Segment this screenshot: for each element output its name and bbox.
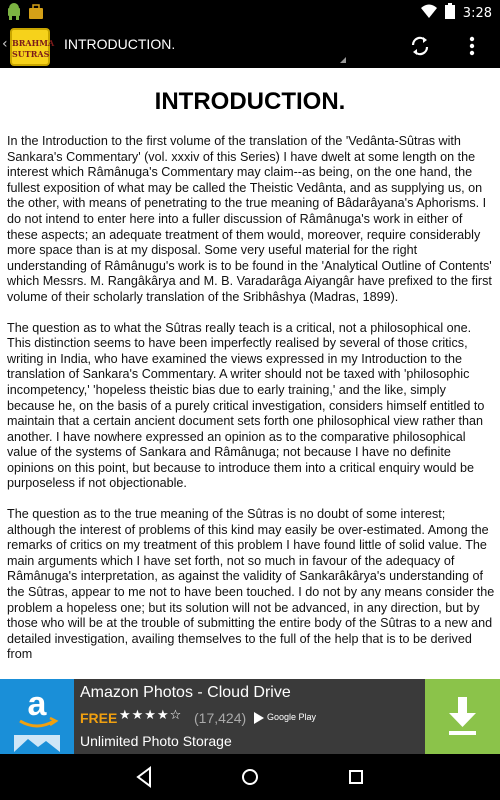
refresh-icon[interactable] — [408, 34, 432, 58]
ad-banner[interactable] — [0, 679, 500, 754]
back-icon[interactable] — [131, 764, 157, 790]
article-body — [7, 134, 495, 678]
briefcase-icon — [28, 3, 44, 25]
wifi-icon — [421, 4, 437, 22]
download-button[interactable] — [425, 679, 500, 754]
app-toolbar — [0, 24, 500, 68]
clock: 3:28 — [462, 5, 492, 21]
ad-rating-count: (17,424) — [194, 710, 247, 726]
svg-text:a: a — [27, 685, 47, 723]
system-nav-bar — [0, 754, 500, 800]
page-title: INTRODUCTION. — [154, 88, 346, 115]
paragraph: The question as to what the Sûtras really teach is a critical, not a philosophical one. This distinction seems to have been imperfectly realised by several of those critics, writing in India, who have examined the views expressed in my Introduction to the translation of Sankara's Commentary. A writer should not be taxed with 'philosophic incompetency,' 'hopeless theistic bias due to early training,' and the like, simply because he, on the basis of a purely critical investigation, considers himself entitled to maintain that a certain ancient document sets forth one philosophical view rather than another. I have nowhere expressed an opinion as to the comparative philosophical value of the systems of Sankara and Râmânuga; not because I have no definite opinions on this point, but because to introduce them into a critical enquiry would be purposeless if not objectionable. — [7, 320, 485, 491]
amazon-photos-icon[interactable] — [0, 679, 74, 754]
ad-price: FREE — [80, 710, 118, 726]
android-robot-icon — [6, 3, 22, 25]
recents-icon[interactable] — [343, 764, 369, 790]
ad-app-name[interactable]: Amazon Photos - Cloud Drive — [80, 684, 291, 701]
spinner-corner-icon — [340, 57, 346, 63]
paragraph: In the Introduction to the first volume of the translation of the 'Vedânta-Sûtras with Sankara's Commentary' (vol. xxxiv of this Series) I have dwelt at some length on the interest which Râmânuga's Commentary may claim--as being, on the one hand, the fullest exposition of what may be called the Theistic Vedânta, and as supplying us, on the other, with means of penetrating to the true meaning of Bâdarâyana's Aphorisms. I do not intend to enter here into a fuller discussion of Râmânuga's work in either of these aspects; an adequate treatment of them would, moreover, require considerably more space than is at my disposal. Some very useful material for the right understanding of Râmânugu's work is to be found in the 'Analytical Outline of Contents' which Messrs. M. Rangâkârya and M. B. Varadarâga Aiyangâr have prefixed to the first volume of their scholarly translation of the Sribhâshya (Madras, 1899). — [7, 134, 492, 304]
ad-tagline: Unlimited Photo Storage — [80, 733, 232, 749]
battery-icon — [445, 3, 455, 23]
up-caret-icon[interactable]: ‹ — [2, 36, 8, 52]
article-scroll-area[interactable] — [0, 68, 500, 680]
overflow-menu-icon[interactable] — [464, 34, 480, 58]
app-logo[interactable]: BRAHMA SUTRAS — [10, 28, 50, 66]
home-icon[interactable] — [237, 764, 263, 790]
status-bar — [0, 0, 500, 24]
ad-star-rating: ★★★★☆ — [119, 708, 183, 723]
toolbar-title: INTRODUCTION. — [64, 36, 176, 52]
ad-store-label: Google Play — [267, 712, 317, 722]
paragraph: The question as to the true meaning of the Sûtras is no doubt of some interest; although the interest of problems of this kind may easily be over-estimated. Among the remarks of critics on my treatment of this problem I have found little of solid value. The main arguments which I have set forth, not so much in favour of the adequacy of Râmânuga's interpretation, as against the validity of Sankarâkârya's understanding of the Sûtras, appear to me not to have been touched. I do not by any means consider the problem a hopeless one; but its solution will not be advanced, in any direction, but by those who will be at the trouble of submitting the entire body of the Sûtras to a new and detailed investigation, availing themselves to the full of the help that is to be derived from — [7, 507, 495, 662]
google-play-icon — [254, 712, 264, 724]
